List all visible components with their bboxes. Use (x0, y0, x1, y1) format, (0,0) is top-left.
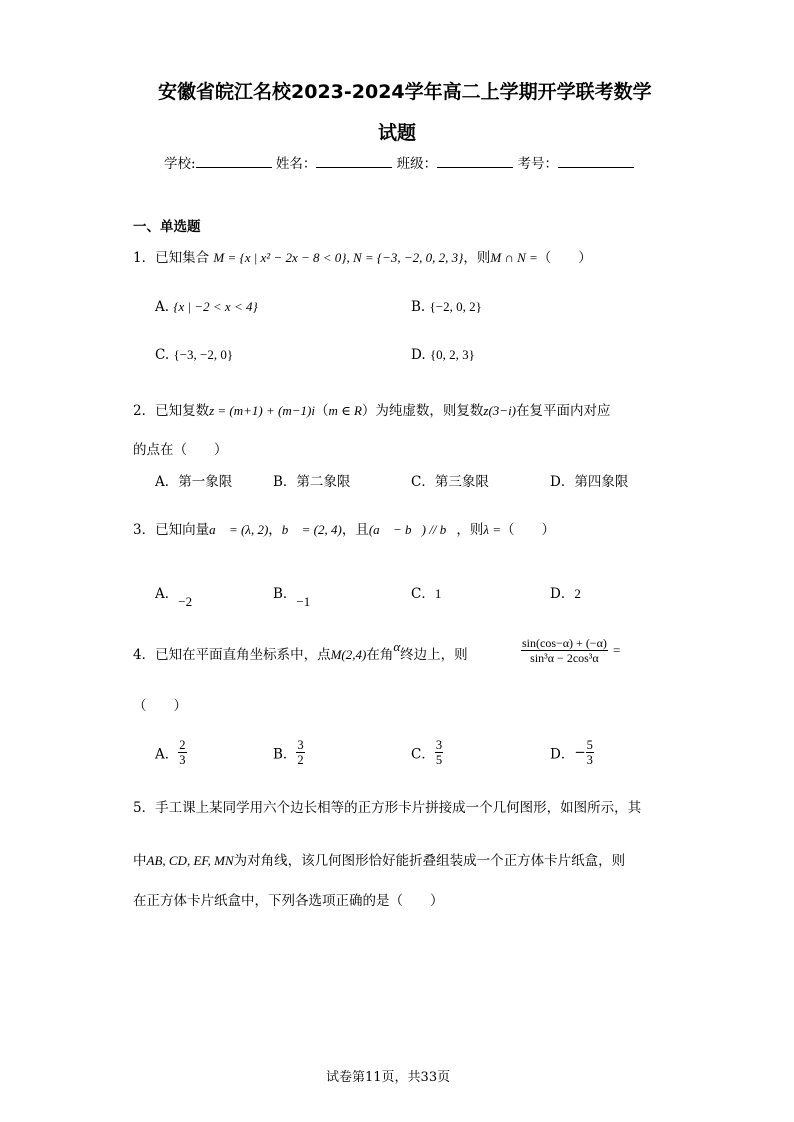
stem-text: 在角 (366, 647, 394, 663)
stem-text: 已知复数 (155, 403, 210, 419)
question-number: 2． (133, 403, 156, 419)
option-letter: D． (550, 746, 575, 763)
q3-option-b[interactable] (273, 582, 311, 609)
condition-expr: m ∈ R (328, 403, 362, 418)
school-blank (196, 155, 272, 168)
stem-text: ， (268, 522, 282, 538)
q3-option-c[interactable] (411, 582, 441, 602)
question-5-line1 (133, 796, 641, 816)
question-1-stem (133, 246, 592, 266)
option-text: 2 (574, 586, 581, 601)
option-text: 第二象限 (296, 474, 351, 490)
option-text: 第四象限 (574, 474, 629, 490)
question-number: 1． (133, 250, 156, 266)
option-numerator: 3 (297, 738, 304, 752)
q4-option-c[interactable] (411, 738, 443, 767)
option-numerator: 5 (586, 738, 593, 752)
class-blank (437, 155, 513, 168)
option-letter: A． (155, 746, 179, 763)
info-fields (164, 152, 634, 172)
question-number: 3． (133, 522, 156, 538)
option-letter: B. (411, 299, 426, 315)
option-letter: A． (155, 586, 179, 602)
stem-text: 中 (133, 853, 147, 869)
class-label: 班级： (396, 156, 438, 172)
option-letter: A． (155, 474, 179, 490)
option-letter: B． (273, 746, 297, 763)
q3-option-a[interactable] (155, 582, 193, 609)
question-3-stem (133, 518, 555, 538)
q1-option-b[interactable] (411, 299, 482, 315)
id-label: 考号： (517, 156, 558, 172)
q4-option-b[interactable] (273, 738, 305, 767)
option-letter: A. (155, 299, 170, 315)
fraction-denominator: sin³α − 2cos³α (530, 651, 599, 665)
question-number: 4． (133, 647, 156, 663)
vector-b: b⃗ = (2, 4) (281, 522, 342, 537)
school-label: 学校: (164, 156, 196, 172)
intersection-expr: M ∩ N = (490, 250, 538, 265)
id-blank (558, 155, 634, 168)
fraction-numerator: sin(cos−α) + (−α) (522, 636, 607, 650)
option-text: {−2, 0, 2} (429, 299, 482, 314)
option-denominator: 5 (435, 753, 443, 767)
set-definition: M = {x | x² − 2x − 8 < 0}, N = {−3, −2, 0, 2, 3} (213, 250, 464, 265)
q1-option-c[interactable] (155, 347, 233, 363)
point-expr: M(2,4) (330, 647, 367, 662)
stem-text: ，则 (456, 522, 484, 538)
stem-text: 已知集合 (155, 250, 210, 266)
option-text: {x | −2 < x < 4} (173, 299, 258, 314)
option-numerator: 2 (179, 738, 186, 752)
complex-expr: z = (m+1) + (m−1)i (209, 403, 315, 418)
q2-option-a[interactable] (155, 470, 232, 490)
parallel-expr: (a⃗ − b⃗) // b⃗ (368, 522, 457, 537)
option-letter: B． (273, 586, 297, 602)
q2-option-c[interactable] (411, 470, 489, 490)
question-5-line3: 在正方体卡片纸盒中，下列各选项正确的是（ ） (133, 893, 444, 909)
equals-sign: = (612, 642, 621, 658)
option-sign: − (574, 744, 586, 761)
stem-text: 为对角线，该几何图形恰好能折叠组装成一个正方体卡片纸盒，则 (233, 853, 626, 869)
option-denominator: 3 (179, 753, 186, 767)
option-letter: D． (550, 586, 575, 602)
stem-text: 手工课上某同学用六个边长相等的正方形卡片拼接成一个几何图形，如图所示，其 (155, 800, 642, 816)
option-text: 第一象限 (178, 474, 233, 490)
option-text: {0, 2, 3} (429, 347, 475, 362)
page-title: 安徽省皖江名校2023-2024学年高二上学期开学联考数学 (158, 81, 652, 103)
stem-text: ，则 (463, 250, 491, 266)
stem-text: 已知向量 (155, 522, 210, 538)
q2-option-b[interactable] (273, 470, 350, 490)
q2-option-d[interactable] (550, 470, 628, 490)
stem-text: 已知在平面直角坐标系中，点 (155, 647, 331, 663)
option-numerator: 3 (435, 738, 443, 752)
product-expr: z(3−i) (483, 403, 517, 418)
q4-option-d[interactable] (550, 738, 594, 767)
option-text: {−3, −2, 0} (173, 347, 234, 362)
option-denominator: 2 (297, 753, 304, 767)
angle-symbol: α (393, 639, 401, 654)
stem-text: （ (314, 403, 329, 419)
question-2-stem (133, 399, 611, 419)
lambda-expr: λ = (483, 522, 501, 537)
stem-text: ，且 (341, 522, 369, 538)
q1-option-d[interactable] (411, 347, 475, 363)
option-letter: C． (411, 586, 435, 602)
question-4-stem-line2: （ ） (133, 698, 187, 714)
name-blank (316, 155, 392, 168)
option-text: −2 (178, 594, 193, 609)
stem-end: （ ） (537, 250, 592, 266)
stem-text: 终边上，则 (400, 647, 468, 663)
section-heading: 一、单选题 (133, 219, 201, 235)
q1-option-a[interactable] (155, 299, 258, 315)
vector-a: a⃗ = (λ, 2) (209, 522, 269, 537)
option-denominator: 3 (586, 753, 593, 767)
stem-text: 在复平面内对应 (516, 403, 611, 419)
q3-option-d[interactable] (550, 582, 581, 602)
option-text: −1 (296, 594, 311, 609)
option-letter: B． (273, 474, 297, 490)
question-5-line2 (133, 849, 625, 869)
trig-fraction (521, 636, 620, 665)
diagonals-expr: AB, CD, EF, MN (146, 853, 234, 868)
q4-option-a[interactable] (155, 738, 187, 767)
stem-text: ）为纯虚数，则复数 (361, 403, 484, 419)
page-footer: 试卷第11页，共33页 (326, 1070, 451, 1085)
question-4-stem (133, 639, 468, 663)
option-letter: C. (155, 347, 170, 363)
option-letter: C． (411, 746, 435, 763)
name-label: 姓名： (275, 156, 317, 172)
stem-end: （ ） (500, 522, 555, 538)
option-letter: C． (411, 474, 435, 490)
option-text: 1 (434, 586, 442, 601)
question-number: 5． (133, 800, 156, 816)
question-2-stem-line2: 的点在（ ） (133, 442, 228, 458)
option-letter: D. (411, 347, 426, 363)
page-title-line2: 试题 (378, 122, 417, 144)
option-text: 第三象限 (434, 474, 489, 490)
option-letter: D． (550, 474, 575, 490)
